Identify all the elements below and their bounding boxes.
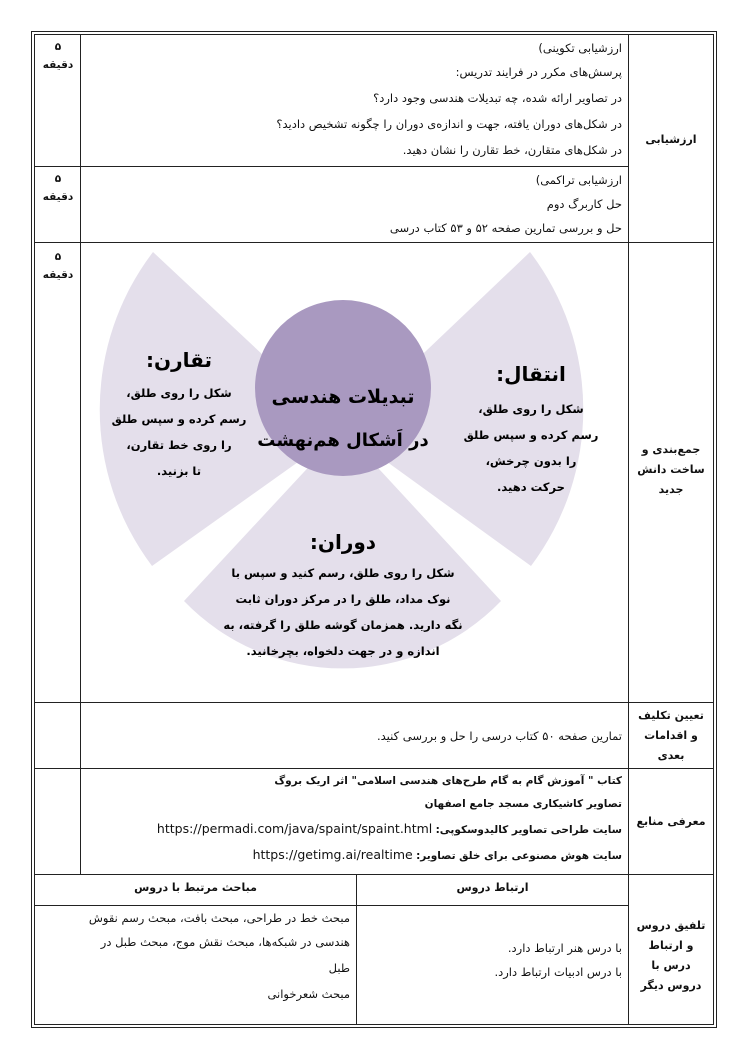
summative-line: حل کاربرگ دوم [546, 197, 622, 211]
topic-line: مبحث شعرخوانی [267, 987, 350, 1001]
summative-duration: ۵ دقیقه [42, 173, 74, 203]
resource-site1-url[interactable]: https://permadi.com/java/spaint/spaint.html [156, 821, 433, 836]
center-title: تبدیلات هندسی [271, 386, 415, 408]
resource-images: تصاویر کاشیکاری مسجد جامع اصفهان [424, 798, 622, 810]
rotation-line: نوک مداد، طلق را در مرکز دوران ثابت [235, 592, 451, 606]
homework-label: تعیین تکلیف و اقدامات بعدی [638, 709, 704, 762]
formative-line: در شکل‌های متقارن، خط تقارن را نشان دهید. [402, 143, 622, 157]
formative-line: پرسش‌های مکرر در فرایند تدریس: [455, 65, 622, 79]
translation-title: انتقال: [496, 362, 566, 386]
symmetry-line: را روی خط تقارن، [126, 438, 232, 452]
grid-line [34, 166, 628, 167]
resource-site2-url[interactable]: https://getimg.ai/realtime [252, 847, 413, 862]
formative-duration: ۵ دقیقه [42, 41, 74, 71]
knowledge-duration: ۵ دقیقه [42, 251, 74, 281]
homework-text: تمارین صفحه ۵۰ کتاب درسی را حل و بررسی کنید. [376, 729, 622, 743]
rotation-title: دوران: [309, 530, 377, 554]
relation-line: با درس ادبیات ارتباط دارد. [494, 965, 622, 979]
symmetry-line: شکل را روی طلق، [126, 386, 232, 400]
grid-line [356, 874, 357, 1025]
integration-label: تلفیق دروس و ارتباط درس با دروس دیگر [636, 919, 706, 992]
symmetry-title: تقارن: [146, 348, 212, 372]
topic-line: طبل [328, 961, 350, 975]
formative-title: ارزشیابی تکوینی) [538, 41, 622, 55]
translation-line: شکل را روی طلق، [478, 402, 584, 416]
topic-line: مبحث خط در طراحی، مبحث بافت، مبحث رسم نقوش [88, 911, 350, 925]
resource-book: کتاب " آموزش گام به گام طرح‌های هندسی اسلامی" اثر اریک بروگ [274, 775, 622, 787]
resource-site2-label: سایت هوش مصنوعی برای خلق تصاویر: [416, 850, 622, 862]
resource-site2 [253, 844, 622, 867]
grid-line [628, 34, 629, 1025]
summative-title: ارزشیابی تراکمی) [535, 173, 622, 187]
center-subtitle: در اَشکال هم‌نهشت [257, 430, 429, 451]
topics-header: مباحث مرتبط با دروس [134, 881, 257, 894]
relation-header: ارتباط دروس [456, 881, 529, 894]
formative-line: در تصاویر ارائه شده، چه تبدیلات هندسی وجود دارد؟ [373, 91, 622, 105]
grid-line [34, 768, 714, 769]
resources-label: معرفی منابع [636, 815, 706, 828]
relation-line: با درس هنر ارتباط دارد. [507, 941, 622, 955]
translation-line: حرکت دهید. [497, 480, 565, 494]
grid-line [34, 702, 714, 703]
transformations-diagram [81, 243, 628, 702]
topic-line: هندسی در شبکه‌ها، مبحث نقش موج، مبحث طبل در [100, 935, 350, 949]
formative-line: در شکل‌های دوران یافته، جهت و اندازه‌ی دوران را چگونه تشخیص دادید؟ [276, 117, 622, 131]
rotation-line: اندازه و در جهت دلخواه، بچرخانید. [246, 644, 440, 658]
summative-line: حل و بررسی تمارین صفحه ۵۲ و ۵۳ کتاب درسی [389, 221, 622, 235]
resource-site1-label: سایت طراحی تصاویر کالیدوسکوپی: [435, 824, 622, 836]
knowledge-label: جمع‌بندی و ساخت دانش جدید [637, 443, 705, 496]
assessment-label: ارزشیابی [645, 133, 697, 146]
translation-line: رسم کرده و سپس طلق [463, 428, 599, 442]
symmetry-line: رسم کرده و سپس طلق [111, 412, 247, 426]
translation-line: را بدون چرخش، [485, 454, 577, 468]
grid-line [34, 874, 714, 875]
resource-site1 [157, 818, 622, 841]
symmetry-line: تا بزنید. [156, 464, 202, 478]
rotation-line: شکل را روی طلق، رسم کنید و سپس با [231, 566, 455, 580]
rotation-line: نگه دارید. همزمان گوشه طلق را گرفته، به [223, 618, 463, 632]
